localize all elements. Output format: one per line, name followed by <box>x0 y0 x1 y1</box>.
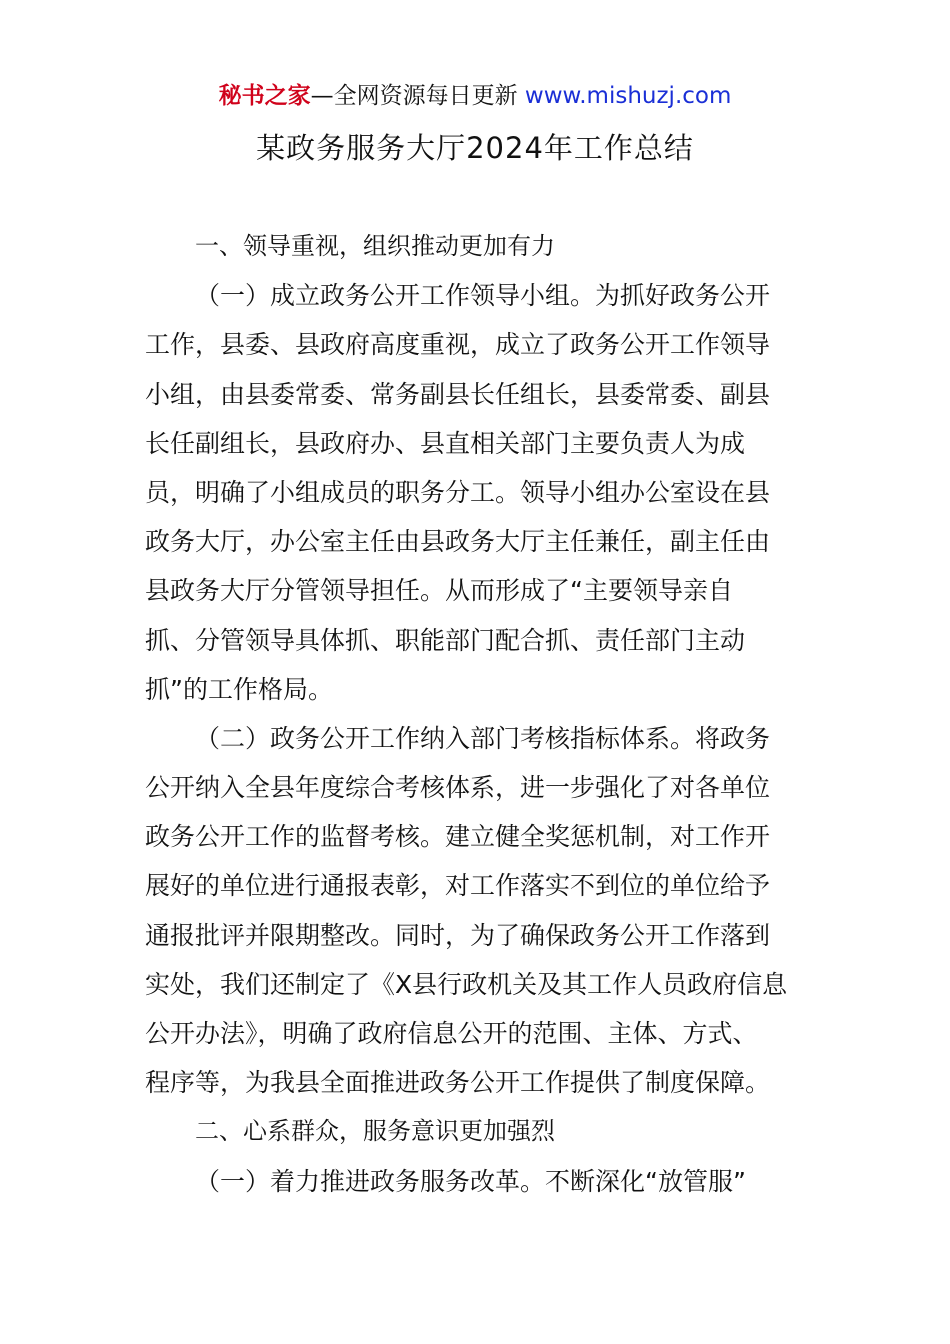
section-heading: 二、心系群众，服务意识更加强烈 <box>195 1117 555 1146</box>
paragraph-line: 县政务大厅分管领导担任。从而形成了“主要领导亲自 <box>145 576 733 606</box>
paragraph-line: 长任副组长，县政府办、县直相关部门主要负责人为成 <box>145 428 746 458</box>
paragraph-line: （二）政务公开工作纳入部门考核指标体系。将政务 <box>195 723 771 753</box>
document-title: 某政务服务大厅2024年工作总结 <box>256 131 694 165</box>
paragraph-line: 政务大厅，办公室主任由县政务大厅主任兼任，副主任由 <box>145 527 771 557</box>
paragraph-line: 展好的单位进行通报表彰，对工作落实不到位的单位给予 <box>145 871 771 901</box>
paragraph-line: 程序等，为我县全面推进政务公开工作提供了制度保障。 <box>145 1068 771 1098</box>
brand-name: 秘书之家 <box>218 83 311 109</box>
paragraph-line: 公开办法》，明确了政府信息公开的范围、主体、方式、 <box>145 1019 758 1048</box>
paragraph-line: 工作，县委、县政府高度重视，成立了政务公开工作领导 <box>145 330 771 360</box>
paragraph-line: 小组，由县委常委、常务副县长任组长，县委常委、副县 <box>145 379 771 409</box>
paragraph-line: 实处，我们还制定了《X县行政机关及其工作人员政府信息 <box>145 969 788 999</box>
paragraph-line: 通报批评并限期整改。同时，为了确保政务公开工作落到 <box>145 920 771 950</box>
paragraph-line: 抓”的工作格局。 <box>145 674 333 704</box>
site-header <box>0 78 950 114</box>
section-heading: 一、领导重视，组织推动更加有力 <box>195 232 555 260</box>
paragraph-line: （一）成立政务公开工作领导小组。为抓好政务公开 <box>195 281 771 311</box>
header-slogan: —全网资源每日更新 <box>310 83 518 109</box>
paragraph-line: 抓、分管领导具体抓、职能部门配合抓、责任部门主动 <box>145 625 746 655</box>
paragraph-line: 员，明确了小组成员的职务分工。领导小组办公室设在县 <box>145 477 771 507</box>
paragraph-line: 政务公开工作的监督考核。建立健全奖惩机制，对工作开 <box>145 822 771 852</box>
site-url-link[interactable]: www.mishuzj.com <box>524 83 732 109</box>
paragraph-line: （一）着力推进政务服务改革。不断深化“放管服” <box>195 1166 746 1196</box>
document-body <box>145 222 809 1206</box>
paragraph-line: 公开纳入全县年度综合考核体系，进一步强化了对各单位 <box>145 773 771 803</box>
